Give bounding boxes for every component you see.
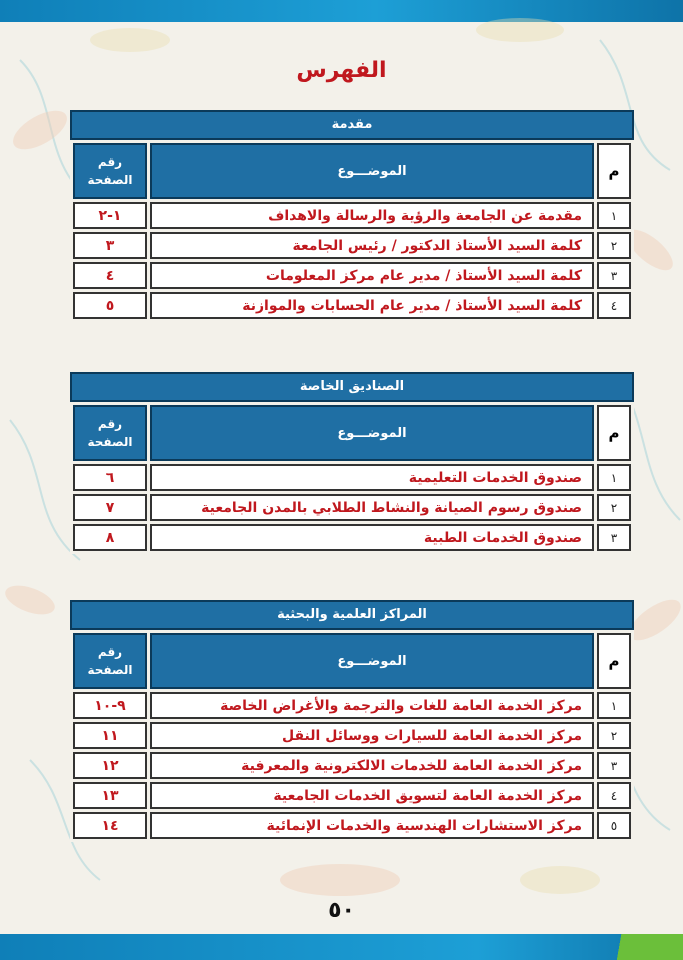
row-subject: كلمة السيد الأستاذ الدكتور / رئيس الجامعة (150, 232, 594, 259)
index-table (70, 402, 634, 554)
table-row (73, 292, 631, 319)
row-page: ١١ (73, 722, 147, 749)
row-num: ٤ (597, 292, 631, 319)
section-introduction (70, 110, 634, 322)
row-subject: صندوق الخدمات الطبية (150, 524, 594, 551)
section-research-centers (70, 600, 634, 842)
index-table (70, 140, 634, 322)
section-title: مقدمة (70, 110, 634, 140)
table-row (73, 692, 631, 719)
header-num: م (597, 633, 631, 689)
table-row (73, 524, 631, 551)
row-num: ٣ (597, 524, 631, 551)
row-num: ٤ (597, 782, 631, 809)
table-row (73, 752, 631, 779)
top-bar (0, 0, 683, 22)
row-subject: كلمة السيد الأستاذ / مدير عام مركز المعلومات (150, 262, 594, 289)
header-num: م (597, 143, 631, 199)
table-row (73, 232, 631, 259)
row-num: ٣ (597, 752, 631, 779)
header-subject: الموضـــوع (150, 633, 594, 689)
row-subject: مركز الخدمة العامة للسيارات ووسائل النقل (150, 722, 594, 749)
section-title: المراكز العلمية والبحثية (70, 600, 634, 630)
index-table (70, 630, 634, 842)
header-subject: الموضـــوع (150, 405, 594, 461)
header-page: رقم الصفحة (73, 405, 147, 461)
row-subject: صندوق الخدمات التعليمية (150, 464, 594, 491)
row-page: ١٤ (73, 812, 147, 839)
section-special-funds (70, 372, 634, 554)
row-num: ١ (597, 464, 631, 491)
page-number: ٥٠ (328, 898, 355, 923)
table-row (73, 464, 631, 491)
row-subject: مركز الخدمة العامة للغات والترجمة والأغراض الخاصة (150, 692, 594, 719)
row-page: ٥ (73, 292, 147, 319)
row-subject: كلمة السيد الأستاذ / مدير عام الحسابات والموازنة (150, 292, 594, 319)
row-subject: مقدمة عن الجامعة والرؤية والرسالة والاهداف (150, 202, 594, 229)
header-subject: الموضـــوع (150, 143, 594, 199)
row-num: ٢ (597, 494, 631, 521)
row-page: ١٣ (73, 782, 147, 809)
row-page: ٦ (73, 464, 147, 491)
row-num: ٢ (597, 722, 631, 749)
page-title: الفهرس (296, 58, 387, 83)
row-page: ٣ (73, 232, 147, 259)
row-page: ٨ (73, 524, 147, 551)
table-row (73, 812, 631, 839)
row-page: ٤ (73, 262, 147, 289)
row-page: ٧ (73, 494, 147, 521)
header-page: رقم الصفحة (73, 143, 147, 199)
row-num: ٣ (597, 262, 631, 289)
bottom-bar (0, 934, 683, 960)
row-num: ١ (597, 202, 631, 229)
row-num: ١ (597, 692, 631, 719)
table-row (73, 202, 631, 229)
header-num: م (597, 405, 631, 461)
section-title: الصناديق الخاصة (70, 372, 634, 402)
header-page: رقم الصفحة (73, 633, 147, 689)
row-page: ١٢ (73, 752, 147, 779)
row-subject: صندوق رسوم الصيانة والنشاط الطلابي بالمدن الجامعية (150, 494, 594, 521)
row-subject: مركز الخدمة العامة للخدمات الالكترونية والمعرفية (150, 752, 594, 779)
row-subject: مركز الاستشارات الهندسية والخدمات الإنمائية (150, 812, 594, 839)
table-row (73, 262, 631, 289)
table-row (73, 722, 631, 749)
table-row (73, 782, 631, 809)
row-page: ٩-١٠ (73, 692, 147, 719)
table-row (73, 494, 631, 521)
row-page: ١-٢ (73, 202, 147, 229)
row-subject: مركز الخدمة العامة لتسويق الخدمات الجامعية (150, 782, 594, 809)
row-num: ٥ (597, 812, 631, 839)
row-num: ٢ (597, 232, 631, 259)
